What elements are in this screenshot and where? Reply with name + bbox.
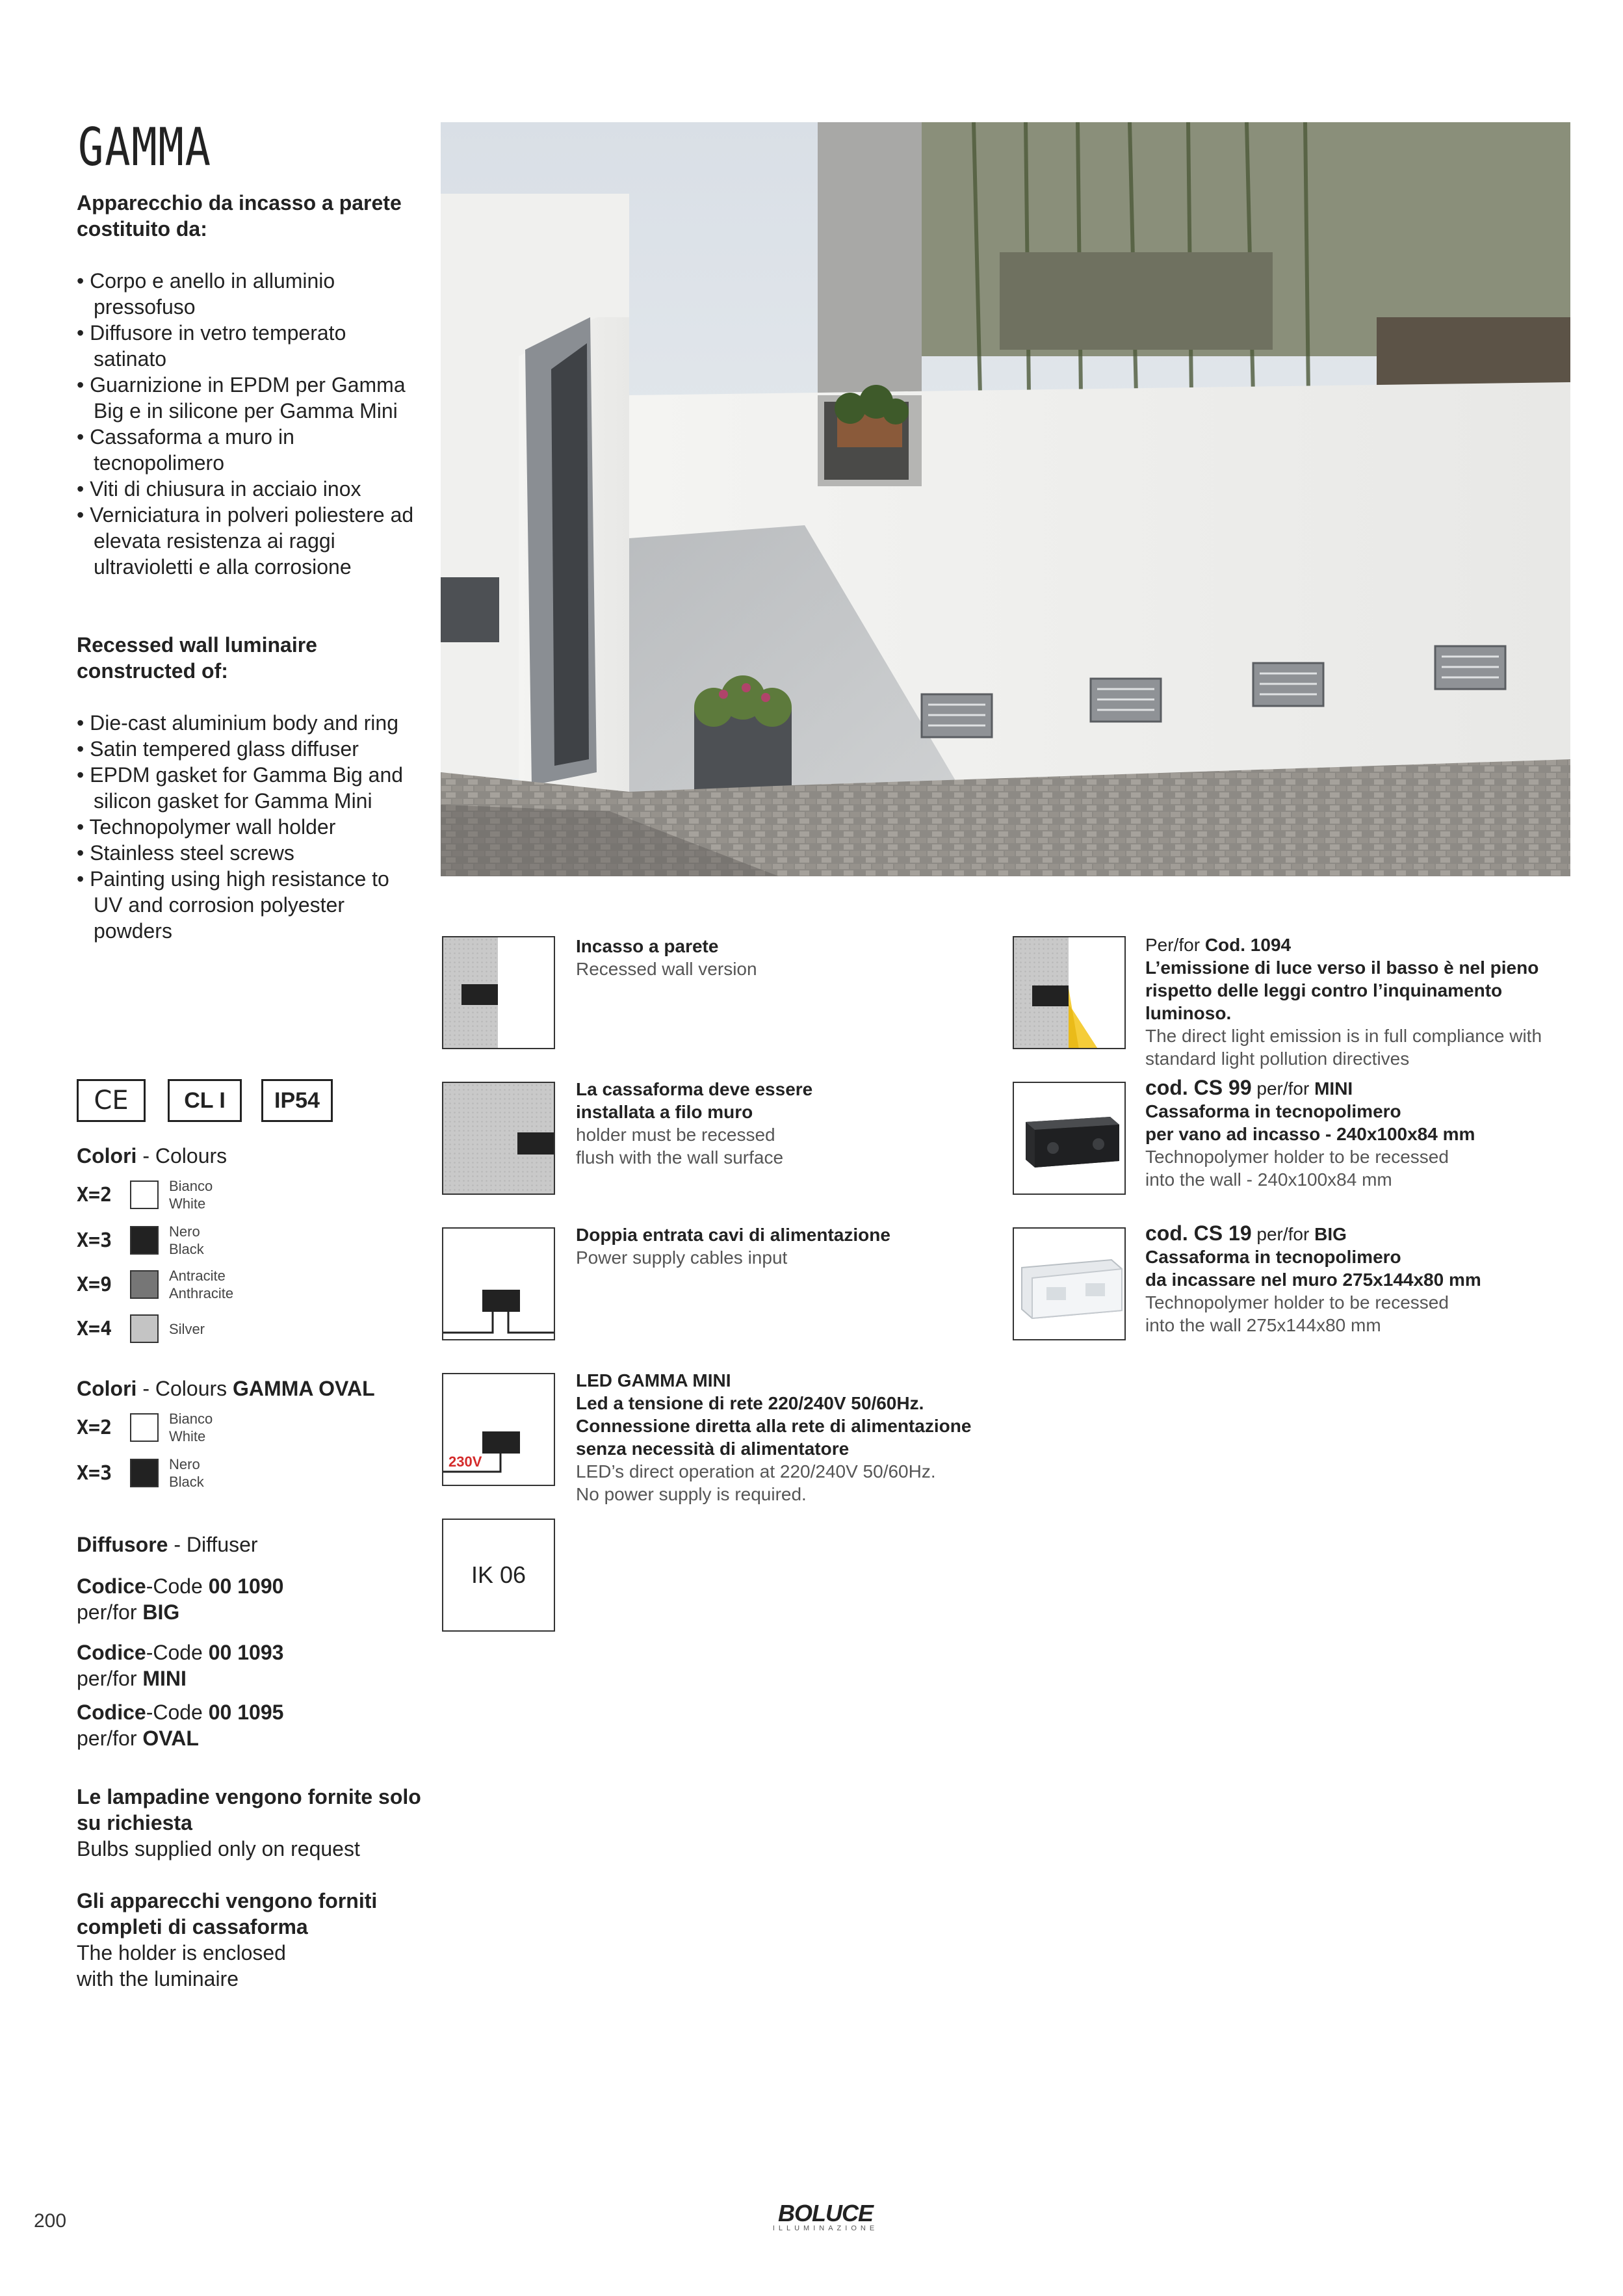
colour-swatch-row <box>77 1222 204 1259</box>
features-en-list <box>77 710 415 944</box>
spec-led-gamma-mini: LED GAMMA MINI Led a tensione di rete 220/240V 50/60Hz. Connessione diretta alla rete di alimentazione senza necessità di alimentatore LED’s direct operation at 220/240V 50/60Hz. No power supply is required. <box>576 1370 972 1504</box>
colour-label: Antracite Anthracite <box>169 1268 234 1301</box>
colour-code: X=2 <box>77 1416 112 1439</box>
colours-title-it: Colori <box>77 1144 137 1168</box>
list-item: • Satin tempered glass diffuser <box>77 736 415 762</box>
note-bulbs: Le lampadine vengono fornite solo su richiesta Bulbs supplied only on request <box>77 1785 421 1860</box>
colour-swatch-row <box>77 1455 204 1491</box>
brand-logo <box>747 2200 903 2232</box>
impact-rating-badge: IK 06 <box>442 1519 555 1632</box>
list-item: • Technopolymer wall holder <box>77 814 415 840</box>
colour-label: Bianco White <box>169 1411 213 1444</box>
diffuser-heading <box>77 1533 258 1557</box>
spec-holder-cs19: cod. CS 19 per/for BIG Cassaforma in tecnopolimero da incassare nel muro 275x144x80 mm Technopolymer holder to be recessed into the wall 275x144x80 mm <box>1145 1221 1481 1335</box>
colour-swatch <box>130 1226 159 1255</box>
list-item: • Painting using high resistance to UV and corrosion polyester powders <box>77 866 415 944</box>
page-number: 200 <box>34 2210 67 2232</box>
colour-label: Silver <box>169 1320 205 1337</box>
list-item: • Diffusore in vetro temperato satinato <box>77 320 415 372</box>
colour-swatch <box>130 1314 159 1343</box>
diffuser-title-en: - Diffuser <box>174 1533 258 1556</box>
ce-mark-badge: CE <box>77 1079 146 1122</box>
colour-code: X=3 <box>77 1229 112 1252</box>
features-it-list <box>77 268 415 580</box>
spec-flush-mount: La cassaforma deve essere installata a filo muro holder must be recessed flush with the wall surface <box>576 1079 813 1168</box>
page-title: GAMMA <box>78 117 212 177</box>
colour-swatch-row <box>77 1266 233 1303</box>
colour-code: X=3 <box>77 1461 112 1485</box>
holder-cs99-photo <box>1013 1082 1126 1195</box>
colour-code: X=9 <box>77 1273 112 1296</box>
flush-mount-icon <box>442 1082 555 1195</box>
intro-en: Recessed wall luminaire constructed of: <box>77 633 317 683</box>
note-holder: Gli apparecchi vengono forniti completi di cassaforma The holder is enclosed with the luminaire <box>77 1889 378 1990</box>
colours-oval-model: GAMMA OVAL <box>233 1377 375 1400</box>
colours-oval-heading <box>77 1377 375 1401</box>
diffuser-code-block: Codice-Code 00 1093 per/for MINI <box>77 1641 284 1690</box>
spec-recessed: Incasso a parete Recessed wall version <box>576 936 757 979</box>
list-item: • Die-cast aluminium body and ring <box>77 710 415 736</box>
colour-label: Nero Black <box>169 1456 204 1490</box>
colour-swatch-row <box>77 1177 213 1213</box>
list-item: • Verniciatura in polveri poliestere ad elevata resistenza ai raggi ultravioletti e alla corrosione <box>77 502 415 580</box>
colour-label: Bianco White <box>169 1178 213 1212</box>
spec-light-pollution: Per/for Cod. 1094 L’emissione di luce verso il basso è nel pieno rispetto delle leggi contro l’inquinamento luminoso. The direct light emission is in full compliance with standard light pollution directives <box>1145 935 1542 1069</box>
list-item: • Stainless steel screws <box>77 840 415 866</box>
colour-code: X=4 <box>77 1317 112 1340</box>
intro-it: Apparecchio da incasso a parete costituito da: <box>77 191 402 241</box>
diffuser-code-block: Codice-Code 00 1095 per/for OVAL <box>77 1701 284 1750</box>
brand-subtitle: ILLUMINAZIONE <box>772 2224 879 2232</box>
mains-voltage-icon <box>442 1373 555 1486</box>
list-item: • Corpo e anello in alluminio pressofuso <box>77 268 415 320</box>
ip-rating-badge: IP54 <box>261 1079 333 1122</box>
list-item: • EPDM gasket for Gamma Big and silicon gasket for Gamma Mini <box>77 762 415 814</box>
list-item: • Guarnizione in EPDM per Gamma Big e in silicone per Gamma Mini <box>77 372 415 424</box>
colour-swatch <box>130 1181 159 1209</box>
light-emission-icon <box>1013 936 1126 1049</box>
voltage-label: 230V <box>448 1454 482 1470</box>
colour-swatch-row <box>77 1311 205 1347</box>
holder-cs19-photo <box>1013 1227 1126 1340</box>
spec-holder-cs99: cod. CS 99 per/for MINI Cassaforma in tecnopolimero per vano ad incasso - 240x100x84 mm Technopolymer holder to be recessed into the wall - 240x100x84 mm <box>1145 1076 1475 1190</box>
diffuser-code-block: Codice-Code 00 1090 per/for BIG <box>77 1574 284 1624</box>
colours-heading <box>77 1144 227 1168</box>
cable-input-icon <box>442 1227 555 1340</box>
colour-swatch <box>130 1459 159 1487</box>
diffuser-title-it: Diffusore <box>77 1533 168 1556</box>
recessed-wall-icon <box>442 936 555 1049</box>
colour-label: Nero Black <box>169 1223 204 1257</box>
spec-cable-input: Doppia entrata cavi di alimentazione Power supply cables input <box>576 1225 890 1268</box>
colours-title-en: - Colours <box>142 1144 227 1168</box>
colours-oval-title-it: Colori <box>77 1377 137 1400</box>
colour-swatch-row <box>77 1409 213 1446</box>
product-photo <box>441 122 1570 876</box>
colour-swatch <box>130 1413 159 1442</box>
list-item: • Cassaforma a muro in tecnopolimero <box>77 424 415 476</box>
colour-code: X=2 <box>77 1183 112 1207</box>
brand-name: BOLUCE <box>778 2200 873 2226</box>
list-item: • Viti di chiusura in acciaio inox <box>77 476 415 502</box>
colours-oval-title-en: - Colours <box>142 1377 227 1400</box>
class-badge: CL I <box>168 1079 242 1122</box>
colour-swatch <box>130 1270 159 1299</box>
